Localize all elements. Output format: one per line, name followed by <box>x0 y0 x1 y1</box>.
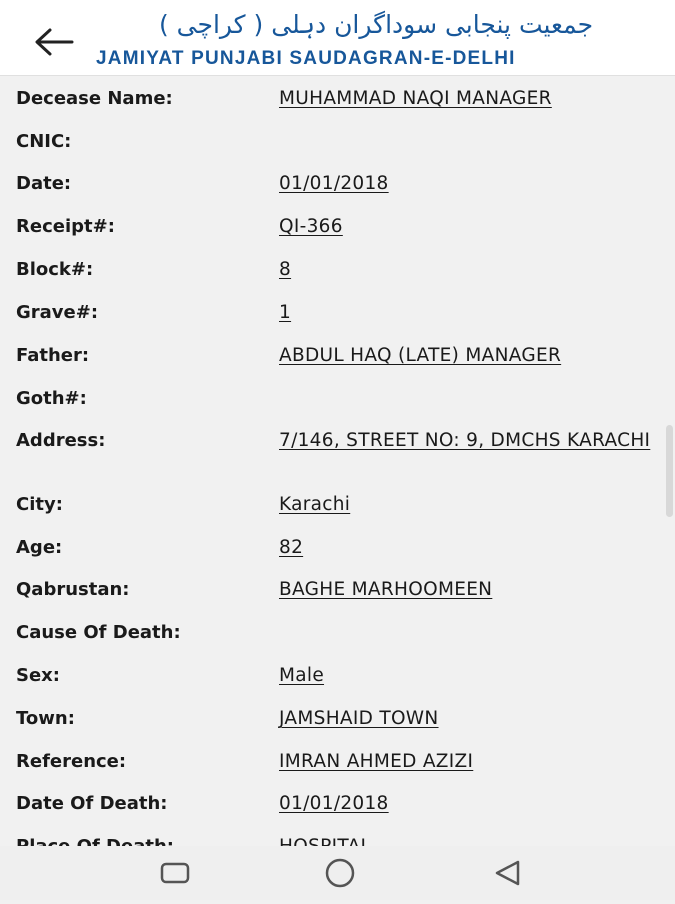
field-value: JAMSHAID TOWN <box>279 708 439 729</box>
field-label: Qabrustan: <box>16 579 130 600</box>
field-value: ABDUL HAQ (LATE) MANAGER <box>279 345 562 366</box>
field-value: MUHAMMAD NAQI MANAGER <box>279 88 552 109</box>
field-label: Age: <box>16 537 63 558</box>
field-label: Date Of Death: <box>16 793 168 814</box>
logo-urdu-title: جمعیت پنجابی سوداگران دہلی ( کراچی ) <box>158 10 594 39</box>
recents-square-icon <box>144 846 204 900</box>
home-button[interactable] <box>310 846 370 900</box>
field-value: 82 <box>279 537 304 558</box>
record-details <box>0 76 675 846</box>
field-value: IMRAN AHMED AZIZI <box>279 751 474 772</box>
system-navigation-bar <box>0 846 675 900</box>
field-label: Goth#: <box>16 388 87 409</box>
field-value: BAGHE MARHOOMEEN <box>279 579 493 600</box>
field-label: Town: <box>16 708 75 729</box>
field-label: Receipt#: <box>16 216 115 237</box>
field-value: 8 <box>279 259 292 280</box>
field-value: 1 <box>279 302 292 323</box>
field-label: City: <box>16 494 63 515</box>
field-label: Date: <box>16 173 72 194</box>
field-value: 7/146, STREET NO: 9, DMCHS KARACHI <box>279 430 651 451</box>
organization-logo <box>96 6 666 72</box>
field-label: Reference: <box>16 751 127 772</box>
field-label: Sex: <box>16 665 60 686</box>
app-header <box>0 0 675 76</box>
scrollbar[interactable] <box>666 425 673 517</box>
home-circle-icon <box>310 846 370 900</box>
field-label: Address: <box>16 430 106 451</box>
nav-back-button[interactable] <box>478 846 538 900</box>
field-value: QI-366 <box>279 216 343 237</box>
field-value: Karachi <box>279 494 351 515</box>
field-label: Block#: <box>16 259 94 280</box>
field-label: Decease Name: <box>16 88 173 109</box>
back-triangle-icon <box>478 846 538 900</box>
field-label: CNIC: <box>16 131 72 152</box>
back-button[interactable] <box>32 26 74 58</box>
field-value: 01/01/2018 <box>279 793 389 814</box>
recents-button[interactable] <box>144 846 204 900</box>
field-value: 01/01/2018 <box>279 173 389 194</box>
field-label: Grave#: <box>16 302 99 323</box>
arrow-left-icon <box>32 26 74 58</box>
logo-english-title: JAMIYAT PUNJABI SAUDAGRAN-E-DELHI <box>96 48 516 69</box>
field-label: Father: <box>16 345 90 366</box>
field-value: Male <box>279 665 325 686</box>
field-label: Cause Of Death: <box>16 622 181 643</box>
